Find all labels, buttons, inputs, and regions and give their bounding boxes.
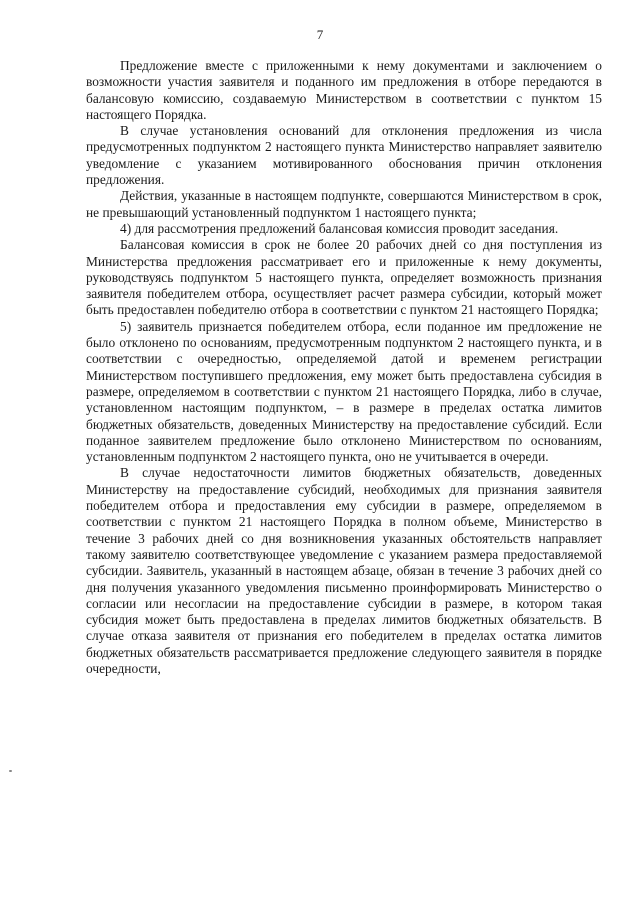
paragraph-rejection-notice: В случае установления оснований для отклонения предложения из числа предусмотренных подпунктом 2 настоящего пункта Министерство направляет заявителю уведомление с указанием мотивированного обоснования причин отклонения предложения. bbox=[86, 123, 602, 188]
paragraph-actions-deadline: Действия, указанные в настоящем подпункте, совершаются Министерством в срок, не превышающий установленный подпунктом 1 настоящего пункта; bbox=[86, 188, 602, 220]
paragraph-subitem-4: 4) для рассмотрения предложений балансовая комиссия проводит заседания. bbox=[120, 220, 559, 236]
page-number: 7 bbox=[316, 27, 324, 42]
paragraph-commission-review: Балансовая комиссия в срок не более 20 рабочих дней со дня поступления из Министерства предложения рассматривает его и приложенные к нему документы, руководствуясь подпунктом 5 настоящего пункта, определяет возможность признания заявителя победителем отбора, осуществляет расчет размера субсидии, который может быть предоставлен победителю отбора в соответствии с пунктом 21 настоящего Порядка; bbox=[86, 237, 602, 318]
document-body bbox=[86, 58, 602, 677]
paragraph-subitem-5: 5) заявитель признается победителем отбора, если поданное им предложение не было отклонено по основаниям, предусмотренным подпунктом 2 настоящего пункта, и в соответствии с очередностью, определяемой датой и временем регистрации Министерством поступившего предложения, ему может быть предоставлена субсидия в размере, определяемом в соответствии с пунктом 21 настоящего Порядка, либо в случае, установленном настоящим подпунктом, – в размере в пределах остатка лимитов бюджетных обязательств, доведенных Министерству на предоставление субсидий. Если поданное заявителем предложение было отклонено Министерством по основаниям, установленным подпунктом 2 настоящего пункта, оно не учитывается в очереди. bbox=[86, 318, 602, 465]
scan-artifact bbox=[9, 770, 12, 772]
paragraph-proposal-transfer: Предложение вместе с приложенными к нему документами и заключением о возможности участия заявителя и поданного им предложения в отборе передаются в балансовую комиссию, создаваемую Министерством в соответствии с пунктом 15 настоящего Порядка. bbox=[86, 58, 602, 122]
paragraph-insufficient-limits: В случае недостаточности лимитов бюджетных обязательств, доведенных Министерству на предоставление субсидий, необходимых для признания заявителя победителем отбора и предоставления ему субсидии в размере, определяемом в соответствии с пунктом 21 настоящего Порядка в полном объеме, Министерство в течение 3 рабочих дней со дня возникновения указанных обстоятельств направляет такому заявителю соответствующее уведомление с указанием размера предоставляемой субсидии. Заявитель, указанный в настоящем абзаце, обязан в течение 3 рабочих дней со дня получения указанного уведомления письменно проинформировать Министерство о согласии или несогласии на предоставление субсидии в размере, в котором такая субсидия может быть предоставлена в пределах лимитов бюджетных обязательств. В случае отказа заявителя от признания его победителем в пределах остатка лимитов бюджетных обязательств рассматривается предложение следующего заявителя в порядке очередности, bbox=[86, 465, 602, 676]
